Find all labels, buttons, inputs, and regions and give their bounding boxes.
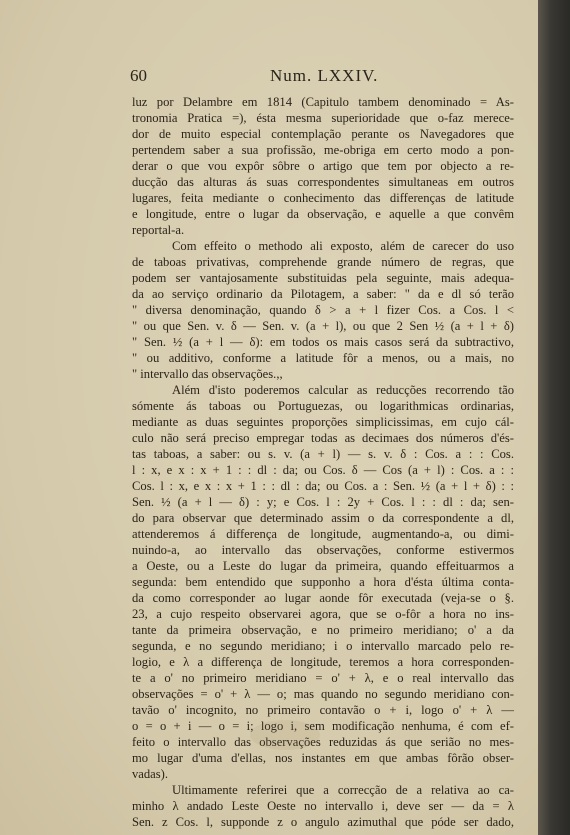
text-line: da como corresponder ao lugar aonde fôr executada (veja-se o §. [132, 591, 514, 605]
text-line: podem ser vantajosamente substituidas pela seguinte, mais adequa- [132, 271, 514, 285]
page-number: 60 [130, 66, 147, 85]
text-line: ducção das alturas ás suas correspondentes simultaneas em outros [132, 175, 514, 189]
text-line: Com effeito o methodo ali exposto, além de carecer do uso [172, 239, 514, 253]
text-line: o = o + i — o = i; logo i, sem modificação nenhuma, é com ef- [132, 719, 514, 733]
text-line: feito o intervallo das observações reduzidas ás que serião no mes- [132, 735, 514, 749]
text-line: 23, a cujo respeito observarei agora, que se o-fôr a hora no ins- [132, 607, 514, 621]
text-line: Sen. ½ (a + l — δ) : y; e Cos. l : 2y + Cos. l : : dl : da; sen- [132, 495, 514, 509]
text-line: vadas). [132, 767, 169, 781]
text-line: sómente ás taboas ou Portuguezas, ou logarithmicas ordinarias, [132, 399, 514, 413]
paper-stain [250, 720, 320, 750]
paragraph-4 [132, 782, 514, 830]
text-line: do para observar que determinado assim o da correspondente a dl, [132, 511, 514, 525]
text-line: " intervallo das observações.,, [132, 367, 283, 381]
text-line: segunda, e no segundo meridiano; i o intervallo marcado pelo re- [132, 639, 514, 653]
text-line: " ou additivo, conforme a latitude fôr a menos, ou a mais, no [132, 351, 514, 365]
text-line: minho λ andado Leste Oeste no intervallo i, deve ser — da = λ [132, 799, 514, 813]
text-line: Cos. l : x, e x : x + 1 : : dl : da; ou Cos. a : Sen. ½ (a + l + δ) : : [132, 479, 514, 493]
text-line: reportal-a. [132, 223, 185, 237]
paragraph-1 [132, 94, 514, 238]
text-line: luz por Delambre em 1814 (Capitulo tambem denominado = As- [132, 95, 514, 109]
text-line: derar o que vou expôr sôbre o artigo que tem por objecto a re- [132, 159, 514, 173]
text-line: observações = o' + λ — o; mas quando no segundo meridiano con- [132, 687, 514, 701]
text-line: " ou que Sen. v. δ — Sen. v. (a + l), ou que 2 Sen ½ (a + l + δ) [132, 319, 514, 333]
text-line: nuindo-a, ao intervallo das observações, conforme estivermos [132, 543, 514, 557]
text-line: Sen. z Cos. l, supponde z o angulo azimuthal que póde ser dado, [132, 815, 514, 829]
text-line: logio, e λ a differença de longitude, teremos a hora corresponden- [132, 655, 514, 669]
paragraph-2 [132, 238, 514, 382]
running-head: Num. LXXIV. [270, 66, 379, 85]
text-line: Ultimamente referirei que a correcção de a relativa ao ca- [172, 783, 514, 797]
text-line: Além d'isto poderemos calcular as reducções recorrendo tão [172, 383, 514, 397]
text-line: attenderemos á differença de longitude, augmentando-a, ou dimi- [132, 527, 514, 541]
text-line: culo não será preciso empregar todas as decimaes dos números d'és- [132, 431, 514, 445]
text-line: te a o' no primeiro meridiano = o' + λ, e o real intervallo das [132, 671, 514, 685]
text-line: tavão o' incognito, no primeiro contavão o + i, logo o' + λ — [132, 703, 514, 717]
text-line: tronomia Pratica =), ésta mesma superioridade que o-faz merece- [132, 111, 514, 125]
text-line: dor de muito especial contemplação perante os Navegadores que [132, 127, 514, 141]
text-line: de taboas privativas, comprehende grande número de regras, que [132, 255, 514, 269]
text-line: e longitude, entre o lugar da observação, e aquelle a que convêm [132, 207, 514, 221]
text-line: l : x, e x : x + 1 : : dl : da; ou Cos. δ — Cos (a + l) : Cos. a : : [132, 463, 514, 477]
body-text [132, 94, 514, 830]
text-line: mediante as duas seguintes proporções simplicissimas, em cujo cál- [132, 415, 514, 429]
text-line: " Sen. ½ (a + l — δ): em todos os mais casos será da subtractivo, [132, 335, 514, 349]
paragraph-3 [132, 382, 514, 782]
text-line: pertendem saber a sua profissão, me-obriga em certo modo a pon- [132, 143, 514, 157]
text-line: lugares, feita mediante o conhecimento das differenças de latitude [132, 191, 514, 205]
text-line: mo lugar d'uma d'ellas, nos instantes em que ambas fôrão obser- [132, 751, 514, 765]
text-line: segunda: bem entendido que supponho a hora d'ésta última conta- [132, 575, 514, 589]
text-line: a Oeste, ou a Leste do lugar da primeira, quando effeituarmos a [132, 559, 514, 573]
text-line: " diversa denominação, quando δ > a + l fizer Cos. a Cos. l < [132, 303, 514, 317]
text-line: da ao serviço ordinario da Pilotagem, a saber: " da e dl só terão [132, 287, 514, 301]
book-spine-shadow [538, 0, 570, 835]
page-header [130, 66, 460, 90]
text-line: tas taboas, a saber: ou s. v. (a + l) — s. v. δ : Cos. a : : Cos. [132, 447, 514, 461]
text-line: tante da primeira observação, e no primeiro meridiano; o' a da [132, 623, 514, 637]
